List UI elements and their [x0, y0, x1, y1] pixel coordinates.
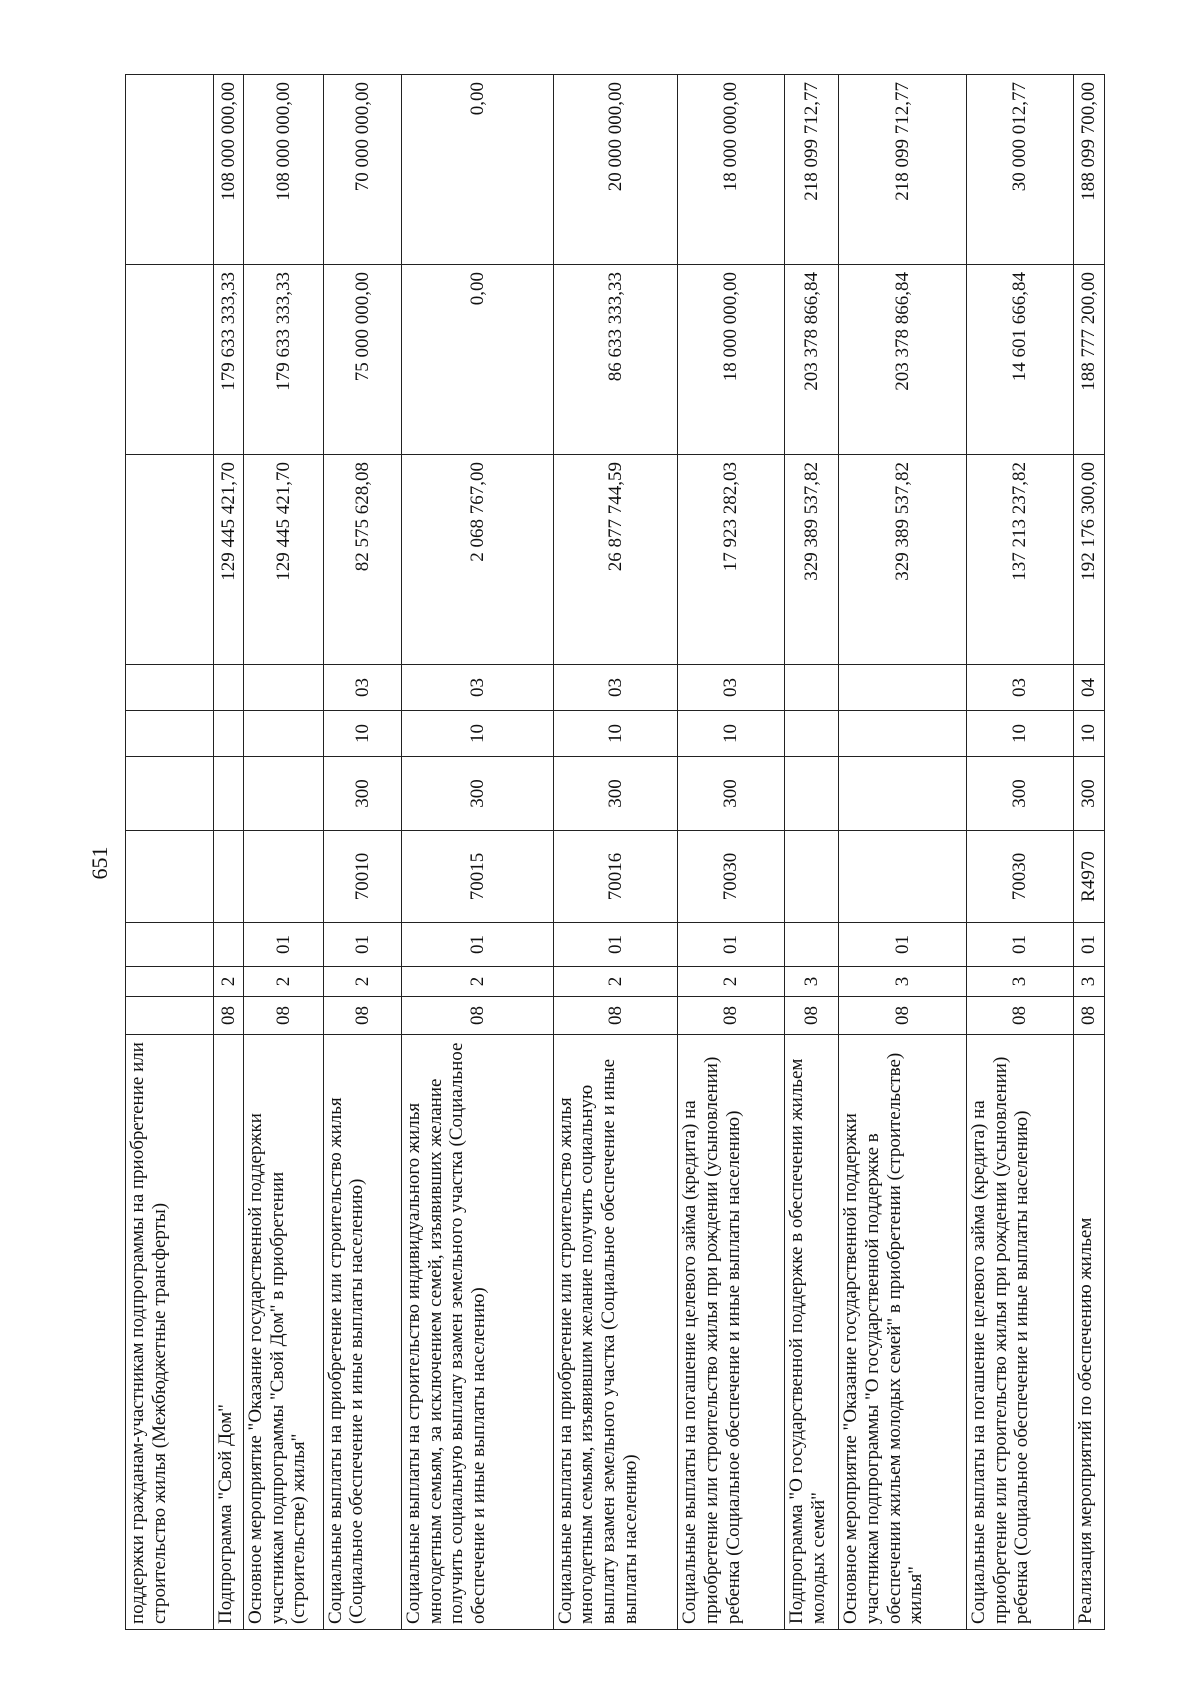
sum-2: 203 378 866,84 — [839, 265, 967, 455]
sum-1: 129 445 421,70 — [244, 455, 323, 665]
sum-2: 179 633 333,33 — [244, 265, 323, 455]
row-name: Социальные выплаты на приобретение или строительство жилья многодетным семьям, изъявившим желание получить социальную выплату взамен земельного участка (Социальное обеспечение и иные выплаты населению) — [553, 1035, 677, 1630]
row-name: Реализация мероприятий по обеспечению жильем — [1073, 1035, 1104, 1630]
table-row — [784, 75, 838, 1630]
code-pr — [126, 665, 214, 711]
table-row — [678, 75, 785, 1630]
code-pr: 03 — [323, 665, 401, 711]
code-gp: 08 — [1073, 997, 1104, 1035]
row-name: Подпрограмма "О государственной поддержке в обеспечении жильем молодых семей" — [784, 1035, 838, 1630]
row-name: Социальные выплаты на строительство индивидуального жилья многодетным семьям, за исключением семей, изъявивших желание получить социальную выплату взамен земельного участка (Социальное обеспечение и иные выплаты населению) — [402, 1035, 554, 1630]
sum-2: 203 378 866,84 — [784, 265, 838, 455]
code-sub: 2 — [678, 967, 785, 997]
table-row — [1073, 75, 1104, 1630]
code-gp: 08 — [323, 997, 401, 1035]
code-dir: 70030 — [966, 831, 1073, 923]
code-dir — [213, 831, 243, 923]
code-sub: 3 — [784, 967, 838, 997]
code-main: 01 — [323, 923, 401, 967]
code-pr — [213, 665, 243, 711]
code-main — [126, 923, 214, 967]
row-name: Основное мероприятие "Оказание государственной поддержки участникам подпрограммы "О государственной поддержке в обеспечении жильем молодых семей" в приобретении (строительстве) жилья" — [839, 1035, 967, 1630]
code-rz — [213, 711, 243, 757]
code-rz — [839, 711, 967, 757]
sum-2: 179 633 333,33 — [213, 265, 243, 455]
code-sub: 2 — [244, 967, 323, 997]
row-name: Социальные выплаты на погашение целевого займа (кредита) на приобретение или строительство жилья при рождении (усыновлении) ребенка (Социальное обеспечение и иные выплаты населению) — [966, 1035, 1073, 1630]
code-rz: 10 — [553, 711, 677, 757]
sum-3 — [126, 75, 214, 265]
sum-3: 108 000 000,00 — [244, 75, 323, 265]
code-dir — [784, 831, 838, 923]
code-vr — [244, 757, 323, 831]
sum-3: 0,00 — [402, 75, 554, 265]
code-rz: 10 — [402, 711, 554, 757]
code-rz — [784, 711, 838, 757]
code-gp: 08 — [839, 997, 967, 1035]
code-sub: 3 — [966, 967, 1073, 997]
sum-3: 70 000 000,00 — [323, 75, 401, 265]
code-dir: 70030 — [678, 831, 785, 923]
code-pr: 04 — [1073, 665, 1104, 711]
code-rz: 10 — [1073, 711, 1104, 757]
code-dir — [244, 831, 323, 923]
code-rz: 10 — [966, 711, 1073, 757]
code-sub: 3 — [1073, 967, 1104, 997]
sum-1: 2 068 767,00 — [402, 455, 554, 665]
sum-2: 75 000 000,00 — [323, 265, 401, 455]
code-pr: 03 — [402, 665, 554, 711]
code-pr: 03 — [678, 665, 785, 711]
code-gp — [126, 997, 214, 1035]
row-name: Подпрограмма "Свой Дом" — [213, 1035, 243, 1630]
code-gp: 08 — [244, 997, 323, 1035]
code-gp: 08 — [966, 997, 1073, 1035]
table-row — [244, 75, 323, 1630]
code-rz: 10 — [323, 711, 401, 757]
code-main: 01 — [402, 923, 554, 967]
table-row — [966, 75, 1073, 1630]
code-vr: 300 — [402, 757, 554, 831]
code-dir: 70016 — [553, 831, 677, 923]
code-dir: 70015 — [402, 831, 554, 923]
table-row — [323, 75, 401, 1630]
code-main: 01 — [678, 923, 785, 967]
sum-2: 14 601 666,84 — [966, 265, 1073, 455]
code-dir — [839, 831, 967, 923]
page-number: 651 — [87, 846, 112, 880]
rotated-table-wrapper — [125, 75, 1105, 1630]
sum-1: 17 923 282,03 — [678, 455, 785, 665]
code-dir — [126, 831, 214, 923]
sum-1: 192 176 300,00 — [1073, 455, 1104, 665]
sum-2 — [126, 265, 214, 455]
code-main: 01 — [966, 923, 1073, 967]
code-rz — [244, 711, 323, 757]
code-vr — [839, 757, 967, 831]
sum-3: 188 099 700,00 — [1073, 75, 1104, 265]
table-row — [126, 75, 214, 1630]
code-rz — [126, 711, 214, 757]
code-pr: 03 — [966, 665, 1073, 711]
table-row — [213, 75, 243, 1630]
code-gp: 08 — [402, 997, 554, 1035]
code-vr: 300 — [678, 757, 785, 831]
row-name: Социальные выплаты на приобретение или строительство жилья (Социальное обеспечение и иные выплаты населению) — [323, 1035, 401, 1630]
sum-1 — [126, 455, 214, 665]
sum-2: 18 000 000,00 — [678, 265, 785, 455]
budget-table — [125, 74, 1105, 1630]
code-vr — [213, 757, 243, 831]
code-pr — [784, 665, 838, 711]
code-main — [784, 923, 838, 967]
code-gp: 08 — [784, 997, 838, 1035]
code-main: 01 — [839, 923, 967, 967]
sum-1: 329 389 537,82 — [784, 455, 838, 665]
table-row — [402, 75, 554, 1630]
code-sub: 3 — [839, 967, 967, 997]
code-sub: 2 — [323, 967, 401, 997]
code-pr: 03 — [553, 665, 677, 711]
sum-2: 86 633 333,33 — [553, 265, 677, 455]
sum-3: 218 099 712,77 — [839, 75, 967, 265]
code-gp: 08 — [678, 997, 785, 1035]
code-dir: R4970 — [1073, 831, 1104, 923]
sum-3: 108 000 000,00 — [213, 75, 243, 265]
sum-1: 82 575 628,08 — [323, 455, 401, 665]
sum-3: 20 000 000,00 — [553, 75, 677, 265]
code-gp: 08 — [213, 997, 243, 1035]
code-sub: 2 — [213, 967, 243, 997]
sum-3: 30 000 012,77 — [966, 75, 1073, 265]
row-name: Социальные выплаты на погашение целевого займа (кредита) на приобретение или строительство жилья при рождении (усыновлении) ребенка (Социальное обеспечение и иные выплаты населению) — [678, 1035, 785, 1630]
code-gp: 08 — [553, 997, 677, 1035]
sum-3: 218 099 712,77 — [784, 75, 838, 265]
sum-1: 26 877 744,59 — [553, 455, 677, 665]
code-vr — [126, 757, 214, 831]
table-row — [839, 75, 967, 1630]
row-name: Основное мероприятие "Оказание государственной поддержки участникам подпрограммы "Свой Дом" в приобретении (строительстве) жилья" — [244, 1035, 323, 1630]
code-vr — [784, 757, 838, 831]
code-vr: 300 — [553, 757, 677, 831]
code-main: 01 — [553, 923, 677, 967]
row-name: поддержки гражданам-участникам подпрограммы на приобретение или строительство жилья (Межбюджетные трансферты) — [126, 1035, 214, 1630]
code-sub: 2 — [553, 967, 677, 997]
code-main — [213, 923, 243, 967]
sum-1: 129 445 421,70 — [213, 455, 243, 665]
code-dir: 70010 — [323, 831, 401, 923]
code-main: 01 — [1073, 923, 1104, 967]
sum-1: 329 389 537,82 — [839, 455, 967, 665]
code-sub — [126, 967, 214, 997]
code-main: 01 — [244, 923, 323, 967]
sum-2: 0,00 — [402, 265, 554, 455]
table-row — [553, 75, 677, 1630]
code-pr — [244, 665, 323, 711]
code-vr: 300 — [966, 757, 1073, 831]
code-vr: 300 — [323, 757, 401, 831]
code-pr — [839, 665, 967, 711]
code-sub: 2 — [402, 967, 554, 997]
code-rz: 10 — [678, 711, 785, 757]
sum-1: 137 213 237,82 — [966, 455, 1073, 665]
sum-3: 18 000 000,00 — [678, 75, 785, 265]
sum-2: 188 777 200,00 — [1073, 265, 1104, 455]
code-vr: 300 — [1073, 757, 1104, 831]
